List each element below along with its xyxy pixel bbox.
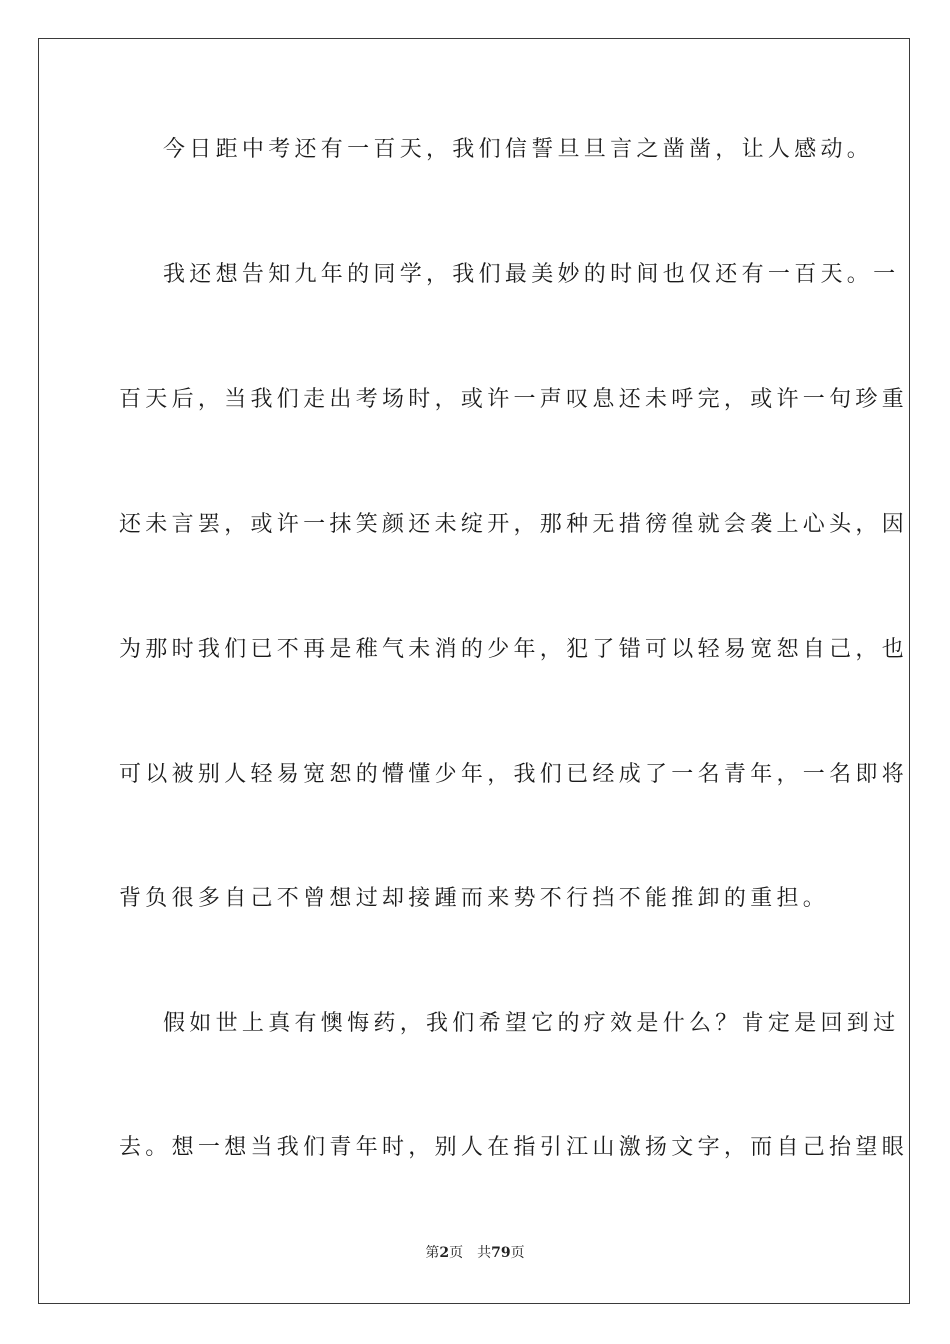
text-line: 为那时我们已不再是稚气未消的少年，犯了错可以轻易宽恕自己，也: [119, 637, 909, 662]
page-border: [38, 38, 910, 1304]
text-line: 还未言罢，或许一抹笑颜还未绽开，那种无措徬徨就会袭上心头，因: [119, 512, 909, 537]
text-line: 背负很多自己不曾想过却接踵而来势不行挡不能推卸的重担。: [119, 886, 830, 911]
total-suffix: 页: [510, 1245, 525, 1261]
total-pages: 79: [491, 1245, 511, 1261]
page-prefix: 第: [425, 1245, 440, 1261]
text-line: 假如世上真有懊悔药，我们希望它的疗效是什么？肯定是回到过: [163, 1011, 900, 1036]
text-line: 今日距中考还有一百天，我们信誓旦旦言之凿凿，让人感动。: [163, 137, 874, 162]
page-number: 2: [439, 1245, 450, 1261]
text-line: 去。想一想当我们青年时，别人在指引江山激扬文字，而自己抬望眼: [119, 1135, 909, 1160]
text-line: 百天后，当我们走出考场时，或许一声叹息还未呼完，或许一句珍重: [119, 387, 909, 412]
total-prefix: 共: [477, 1245, 492, 1261]
text-line: 我还想告知九年的同学，我们最美妙的时间也仅还有一百天。一: [163, 262, 900, 287]
page-suffix: 页: [449, 1245, 464, 1261]
page-footer: [0, 1243, 950, 1263]
text-line: 可以被别人轻易宽恕的懵懂少年，我们已经成了一名青年，一名即将: [119, 762, 909, 787]
